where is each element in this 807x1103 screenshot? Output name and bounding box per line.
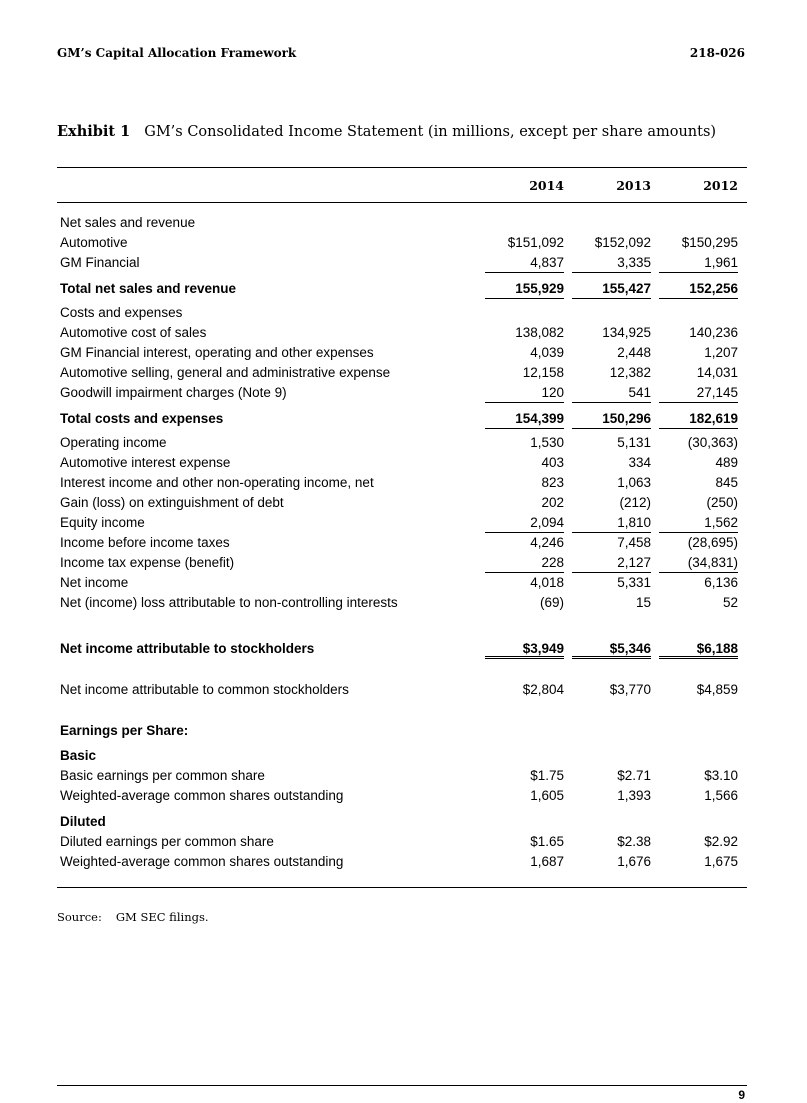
cell-2014: 4,837 (485, 253, 564, 273)
table-row (57, 786, 747, 806)
cell-2012: $3.10 (704, 768, 738, 783)
total-row (57, 639, 747, 659)
row-label: Net sales and revenue (60, 215, 196, 230)
cell-2013: $2.71 (617, 768, 651, 783)
cell-2013: 155,427 (572, 279, 651, 299)
cell-2012: (28,695) (687, 535, 738, 550)
row-label: Income tax expense (benefit) (60, 555, 235, 570)
cell-2014: 154,399 (485, 409, 564, 429)
table-bottom-rule (57, 887, 747, 888)
exhibit-title: GM’s Consolidated Income Statement (in millions, except per share amounts) (144, 124, 717, 140)
source-label: Source: (57, 910, 102, 924)
row-label: Net income attributable to stockholders (60, 641, 315, 656)
row-label: Diluted earnings per common share (60, 834, 274, 849)
cell-2012: $150,295 (681, 235, 738, 250)
table-row (57, 233, 747, 253)
cell-2012: 140,236 (689, 325, 738, 340)
cell-2013: 1,676 (617, 854, 651, 869)
section-label-row (57, 303, 747, 323)
total-row (57, 279, 747, 299)
row-label: Diluted (60, 814, 106, 829)
cell-2014: 202 (541, 495, 564, 510)
cell-2013: 1,810 (572, 513, 651, 533)
cell-2013: $3,770 (609, 682, 651, 697)
table-row (57, 553, 747, 573)
row-label: Automotive (60, 235, 128, 250)
cell-2014: 120 (485, 383, 564, 403)
row-label: Weighted-average common shares outstanding (60, 854, 344, 869)
table-row (57, 433, 747, 453)
table-row (57, 383, 747, 403)
cell-2012: $6,188 (659, 639, 738, 659)
cell-2014: 228 (485, 553, 564, 573)
cell-2012: 1,675 (704, 854, 738, 869)
cell-2014: 4,246 (530, 535, 564, 550)
cell-2013: 150,296 (572, 409, 651, 429)
cell-2012: 182,619 (659, 409, 738, 429)
cell-2014: 4,018 (530, 575, 564, 590)
cell-2012: (30,363) (687, 435, 738, 450)
cell-2014: 155,929 (485, 279, 564, 299)
row-label: Automotive cost of sales (60, 325, 207, 340)
exhibit-label: Exhibit 1 (57, 123, 131, 140)
row-label: Basic (60, 748, 97, 763)
cell-2014: $2,804 (522, 682, 564, 697)
cell-2012: (250) (706, 495, 738, 510)
cell-2012: 489 (715, 455, 738, 470)
cell-2013: 1,393 (617, 788, 651, 803)
column-header-2013: 2013 (616, 178, 651, 193)
table-header-row (57, 168, 747, 203)
footer-rule (57, 1085, 747, 1086)
cell-2012: 27,145 (659, 383, 738, 403)
table-row (57, 513, 747, 533)
column-header-2012: 2012 (703, 178, 738, 193)
row-label: Net (income) loss attributable to non-controlling interests (60, 595, 398, 610)
row-label: Automotive selling, general and administrative expense (60, 365, 391, 380)
source-note (57, 910, 209, 924)
cell-2014: $151,092 (507, 235, 564, 250)
row-label: Interest income and other non-operating income, net (60, 475, 374, 490)
section-label-row (57, 746, 747, 766)
cell-2013: 541 (572, 383, 651, 403)
row-label: Equity income (60, 515, 145, 530)
row-label: Gain (loss) on extinguishment of debt (60, 495, 284, 510)
cell-2012: 1,562 (659, 513, 738, 533)
cell-2012: 6,136 (704, 575, 738, 590)
row-label: Costs and expenses (60, 305, 183, 320)
section-label-row (57, 213, 747, 233)
section-label-row (57, 721, 747, 741)
cell-2013: 134,925 (602, 325, 651, 340)
table-row (57, 533, 747, 553)
cell-2013: $2.38 (617, 834, 651, 849)
case-number: 218-026 (689, 46, 745, 60)
cell-2012: 152,256 (659, 279, 738, 299)
cell-2014: $1.65 (530, 834, 564, 849)
table-row (57, 832, 747, 852)
cell-2013: $5,346 (572, 639, 651, 659)
cell-2013: 334 (628, 455, 651, 470)
cell-2014: 2,094 (485, 513, 564, 533)
running-header-title: GM’s Capital Allocation Framework (57, 46, 297, 60)
table-row (57, 573, 747, 593)
cell-2013: 7,458 (617, 535, 651, 550)
cell-2012: 845 (715, 475, 738, 490)
table-row (57, 473, 747, 493)
cell-2014: 138,082 (515, 325, 564, 340)
table-row (57, 343, 747, 363)
cell-2013: $152,092 (594, 235, 651, 250)
income-statement-table (57, 167, 747, 872)
row-label: Weighted-average common shares outstanding (60, 788, 344, 803)
column-header-2014: 2014 (529, 178, 564, 193)
cell-2012: 52 (722, 595, 738, 610)
row-label: Goodwill impairment charges (Note 9) (60, 385, 287, 400)
cell-2014: 1,530 (530, 435, 564, 450)
table-row (57, 253, 747, 273)
cell-2012: $4,859 (696, 682, 738, 697)
row-label: Income before income taxes (60, 535, 230, 550)
table-row (57, 766, 747, 786)
cell-2012: 1,566 (704, 788, 738, 803)
cell-2013: 2,127 (572, 553, 651, 573)
row-label: Automotive interest expense (60, 455, 231, 470)
cell-2012: 1,961 (659, 253, 738, 273)
cell-2014: 1,605 (530, 788, 564, 803)
cell-2014: (69) (539, 595, 564, 610)
cell-2014: 1,687 (530, 854, 564, 869)
table-row (57, 453, 747, 473)
table-row (57, 680, 747, 700)
row-label: Net income attributable to common stockholders (60, 682, 349, 697)
cell-2013: 15 (635, 595, 651, 610)
cell-2014: 403 (541, 455, 564, 470)
table-row (57, 323, 747, 343)
table-row (57, 593, 747, 613)
cell-2014: $3,949 (485, 639, 564, 659)
row-label: Total net sales and revenue (60, 281, 237, 296)
row-label: Net income (60, 575, 129, 590)
cell-2014: 12,158 (522, 365, 564, 380)
row-label: GM Financial interest, operating and other expenses (60, 345, 374, 360)
cell-2012: 14,031 (696, 365, 738, 380)
table-row (57, 363, 747, 383)
table-row (57, 493, 747, 513)
cell-2013: 12,382 (609, 365, 651, 380)
cell-2013: 5,131 (617, 435, 651, 450)
cell-2012: $2.92 (704, 834, 738, 849)
row-label: Earnings per Share: (60, 723, 189, 738)
section-label-row (57, 812, 747, 832)
cell-2012: 1,207 (704, 345, 738, 360)
cell-2013: (212) (619, 495, 651, 510)
cell-2014: 4,039 (530, 345, 564, 360)
cell-2013: 1,063 (617, 475, 651, 490)
row-label: GM Financial (60, 255, 140, 270)
row-label: Basic earnings per common share (60, 768, 265, 783)
row-label: Operating income (60, 435, 167, 450)
cell-2013: 2,448 (617, 345, 651, 360)
page-number: 9 (738, 1088, 745, 1102)
total-row (57, 409, 747, 429)
cell-2014: $1.75 (530, 768, 564, 783)
cell-2013: 3,335 (572, 253, 651, 273)
cell-2012: (34,831) (659, 553, 738, 573)
cell-2014: 823 (541, 475, 564, 490)
table-row (57, 852, 747, 872)
source-text: GM SEC filings. (115, 910, 209, 924)
row-label: Total costs and expenses (60, 411, 224, 426)
cell-2013: 5,331 (617, 575, 651, 590)
exhibit-heading (57, 123, 716, 140)
